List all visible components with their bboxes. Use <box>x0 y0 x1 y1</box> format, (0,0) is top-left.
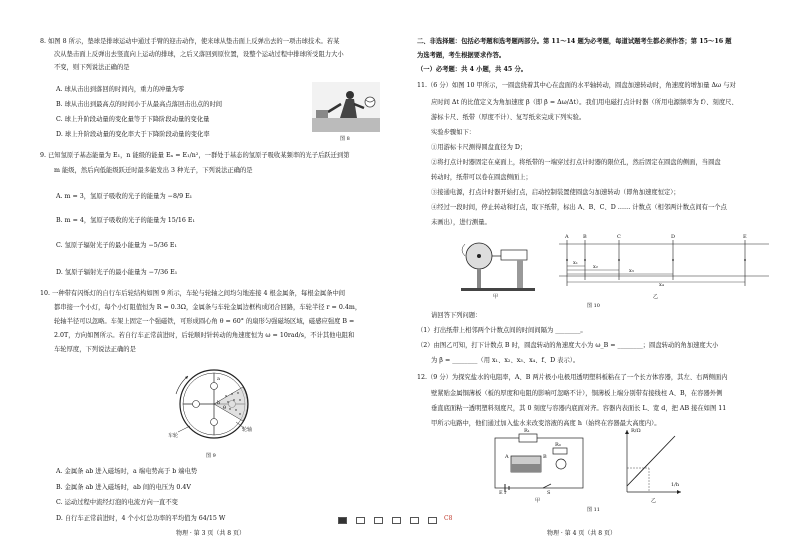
q11-line-1: 11.（6 分）如图 10 甲所示，一圆盘绕着其中心在盘面的水平轴转动，圆盘加速转动时，角速度的增加量 Δω 与对 <box>417 82 736 89</box>
q9-option-c: C. 氢原子辐射光子的最小能量为 −5/36 E₁ <box>56 242 177 249</box>
circuit-r1: R₁ <box>524 428 530 434</box>
q12-line-2: 壁紧贴金属铜薄板（板的厚度和电阻的影响可忽略不计），铜薄板上端分别带有接线柱 A、B，在容器外侧 <box>431 390 723 397</box>
q10-line-4: 2.0T，方向如图所示。若自行车正常前进时，后轮顺时针转动的角速度恒为 ω = 10rad/s，不计其他电阻和 <box>54 332 355 339</box>
wheel-label-a: a <box>217 376 220 382</box>
q10-option-c: C. 运动过程中流经灯泡的电流方向一直不变 <box>56 499 178 506</box>
section-heading: 二、非选择题：包括必考题和选考题两部分。第 11～14 题为必考题，每道试题考生都必须作答；第 15～16 题 <box>417 38 732 45</box>
q9-option-b: B. m = 4，氢原子吸收的光子的能量为 15/16 E₁ <box>56 217 196 224</box>
q9-line-1: 9. 已知氢原子基态能量为 E₁，n 能级的能量 Eₙ = E₁/n²，一群处于基态的氢原子吸收某频率的光子后跃迁到第 <box>40 152 350 159</box>
page-marker-2 <box>356 517 365 524</box>
right-page-footer: 物理 · 第 4 页（共 8 页） <box>547 530 616 537</box>
q11-line-4: 实验步骤如下： <box>431 129 476 136</box>
q10-line-5: 车轮厚度，下列说法正确的是 <box>54 346 136 353</box>
section-heading-2: 为选考题，考生根据要求作答。 <box>417 52 506 59</box>
q10-line-1: 10. 一种带有闪烁灯的自行车后轮结构如图 9 所示，车轮与轮轴之间均匀地连接 4 根金属条，每根金属条中间 <box>40 290 346 297</box>
q8-option-b: B. 球从击出到最高点的时间小于从最高点落回击出点的时间 <box>56 101 223 108</box>
q12-line-4: 甲所示电路中，他们通过加入盐水来改变溶液的高度 h（始终在容器最大高度内）。 <box>431 420 661 427</box>
q9-option-a: A. m = 3，氢原子吸收的光子的能量为 −8/9 E₁ <box>56 193 193 200</box>
q8-option-d: D. 球上升阶段动量的变化率大于下降阶段动量的变化率 <box>56 131 210 138</box>
fig11-graph <box>619 428 683 496</box>
subsection-heading: （一）必考题：共 4 小题，共 45 分。 <box>417 66 528 73</box>
fig10-apparatus <box>457 236 537 294</box>
circuit-b: B <box>543 454 547 460</box>
tape-point-e: E <box>743 234 747 240</box>
fig10-yi-label: 乙 <box>653 294 659 300</box>
q11-line-5: ①用游标卡尺测得圆盘直径为 D； <box>431 144 527 151</box>
q8-option-c: C. 球上升阶段动量的变化量等于下降阶段动量的变化量 <box>56 116 210 123</box>
tape-point-c: C <box>617 234 621 240</box>
q10-option-b: B. 金属条 ab 进入磁场时，ab 间的电压为 0.4V <box>56 484 191 491</box>
q12-line-3: 垂直底面粘一透明塑料刻度尺，其 0 刻度与容器内底面对齐。容器内表面长 L、宽 d，把 AB 接在如图 11 <box>431 405 727 412</box>
wheel-label-axle: 轮轴 <box>242 427 253 433</box>
q11-line-10: 未画出），进行测量。 <box>431 219 491 226</box>
fig11-circuit <box>489 428 589 496</box>
fig11-jia-label: 甲 <box>535 498 541 504</box>
wheel-label-theta: θ <box>223 405 227 411</box>
q11-line-7: 转动时，纸带可以卷在圆盘侧面上； <box>431 174 532 181</box>
q10-option-a: A. 金属条 ab 进入磁场时，a 端电势高于 b 端电势 <box>56 468 198 475</box>
tape-x2: x₂ <box>593 264 598 270</box>
q8-line-3: 不变，则下列说法正确的是 <box>54 64 130 71</box>
page-marker-1 <box>338 517 347 524</box>
volleyball-photo <box>312 82 380 132</box>
q9-line-2: m 能级，然后向低能级跃迁时最多能发出 3 种光子，下列说法正确的是 <box>54 167 253 174</box>
fig10-caption: 图 10 <box>587 303 600 309</box>
q11-after-2: （1）打出纸带上相邻两个计数点间的时间间隔为 ________。 <box>417 327 587 334</box>
fig8-caption: 图 8 <box>340 136 350 142</box>
q11-line-8: ③接通电源，打点计时器开始打点，启动控制装置使圆盘匀加速转动（即角加速度恒定）； <box>431 189 680 196</box>
q11-line-9: ④经过一段时间，停止转动和打点，取下纸带，标出 A、B、C、D …… 计数点（相邻两计数点间有一个点 <box>431 204 727 211</box>
fig9-caption: 图 9 <box>206 453 216 459</box>
center-mark: C8 <box>444 515 453 522</box>
q11-after-1: 请回答下列问题： <box>431 312 482 319</box>
q8-line-1: 8. 如图 8 所示，垫球是排球运动中通过手臂的迎击动作，使来球从垫击面上反弹出去的一项击球技术。若某 <box>40 38 340 45</box>
tape-x1: x₁ <box>573 260 578 266</box>
q8-option-a: A. 球从击出到落回的时间内，重力的冲量为零 <box>56 86 185 93</box>
tape-point-a: A <box>565 234 569 240</box>
q12-line-1: 12.（9 分）为探究盐水的电阻率，A、B 两片极小电极用透明塑料板粘在了一个长方体容器，其左、右两侧面内 <box>417 374 728 381</box>
q8-line-2: 次从垫击面上反弹出去竖直向上运动的排球，之后又落回到原位置，设整个运动过程中排球所受阻力大小 <box>54 51 344 58</box>
graph-axis-h: 1/h <box>671 482 680 488</box>
q10-option-d: D. 自行车正常前进时，4 个小灯总功率的平均值为 64/15 W <box>56 515 226 522</box>
circuit-e: E r <box>499 490 507 496</box>
right-page <box>397 0 794 545</box>
q11-after-4: 为 β = ________（用 x₁、x₂、x₃、x₄、f、D 表示）。 <box>431 357 580 364</box>
wheel-label-b: b <box>217 400 221 406</box>
left-page-footer: 物理 · 第 3 页（共 8 页） <box>176 530 245 537</box>
tape-x3: x₃ <box>629 268 634 274</box>
q11-line-6: ②将打点计时器固定在桌面上，将纸带的一端穿过打点计时器的限位孔，然后固定在圆盘的侧面，当圆盘 <box>431 159 721 166</box>
q10-line-2: 都串接一个小灯，每个小灯阻值恒为 R = 0.3Ω，金属条与车轮金属边框构成闭合回路，车轮半径 r = 0.4m， <box>54 304 362 311</box>
tape-point-d: D <box>671 234 676 240</box>
fig11-yi-label: 乙 <box>651 498 657 504</box>
tape-point-b: B <box>583 234 587 240</box>
q10-line-3: 轮轴半径可以忽略。车架上固定一个强磁铁，可形成圆心角 θ = 60° 的扇形匀强磁场区域，磁感应强度 B = <box>54 318 355 325</box>
q9-option-d: D. 氢原子辐射光子的最小能量为 −7/36 E₁ <box>56 269 178 276</box>
circuit-s: S <box>547 490 551 496</box>
fig10-tape <box>559 236 769 292</box>
page-marker-3 <box>374 517 383 524</box>
q11-line-3: 游标卡尺、纸带（厚度不计）、复写纸来完成下列实验。 <box>431 114 586 121</box>
circuit-r0: R₀ <box>555 442 561 448</box>
fig11-caption: 图 11 <box>587 507 600 513</box>
wheel-label-wheel: 车轮 <box>168 433 179 439</box>
wheel-diagram <box>168 362 268 450</box>
fig10-jia-label: 甲 <box>493 294 499 300</box>
tape-x4: x₄ <box>659 282 664 288</box>
q11-after-3: （2）由图乙可知，打下计数点 B 时，圆盘转动的角速度大小为 ω_B = ________；圆盘转动的角加速度大小 <box>417 342 719 349</box>
graph-axis-r: R/Ω <box>631 428 641 434</box>
q11-line-2: 应时间 Δt 的比值定义为角加速度 β（即 β = Δω/Δt）。我们用电磁打点计时器（所用电源频率为 f）、刻度尺、 <box>431 99 738 106</box>
circuit-a: A <box>505 454 509 460</box>
